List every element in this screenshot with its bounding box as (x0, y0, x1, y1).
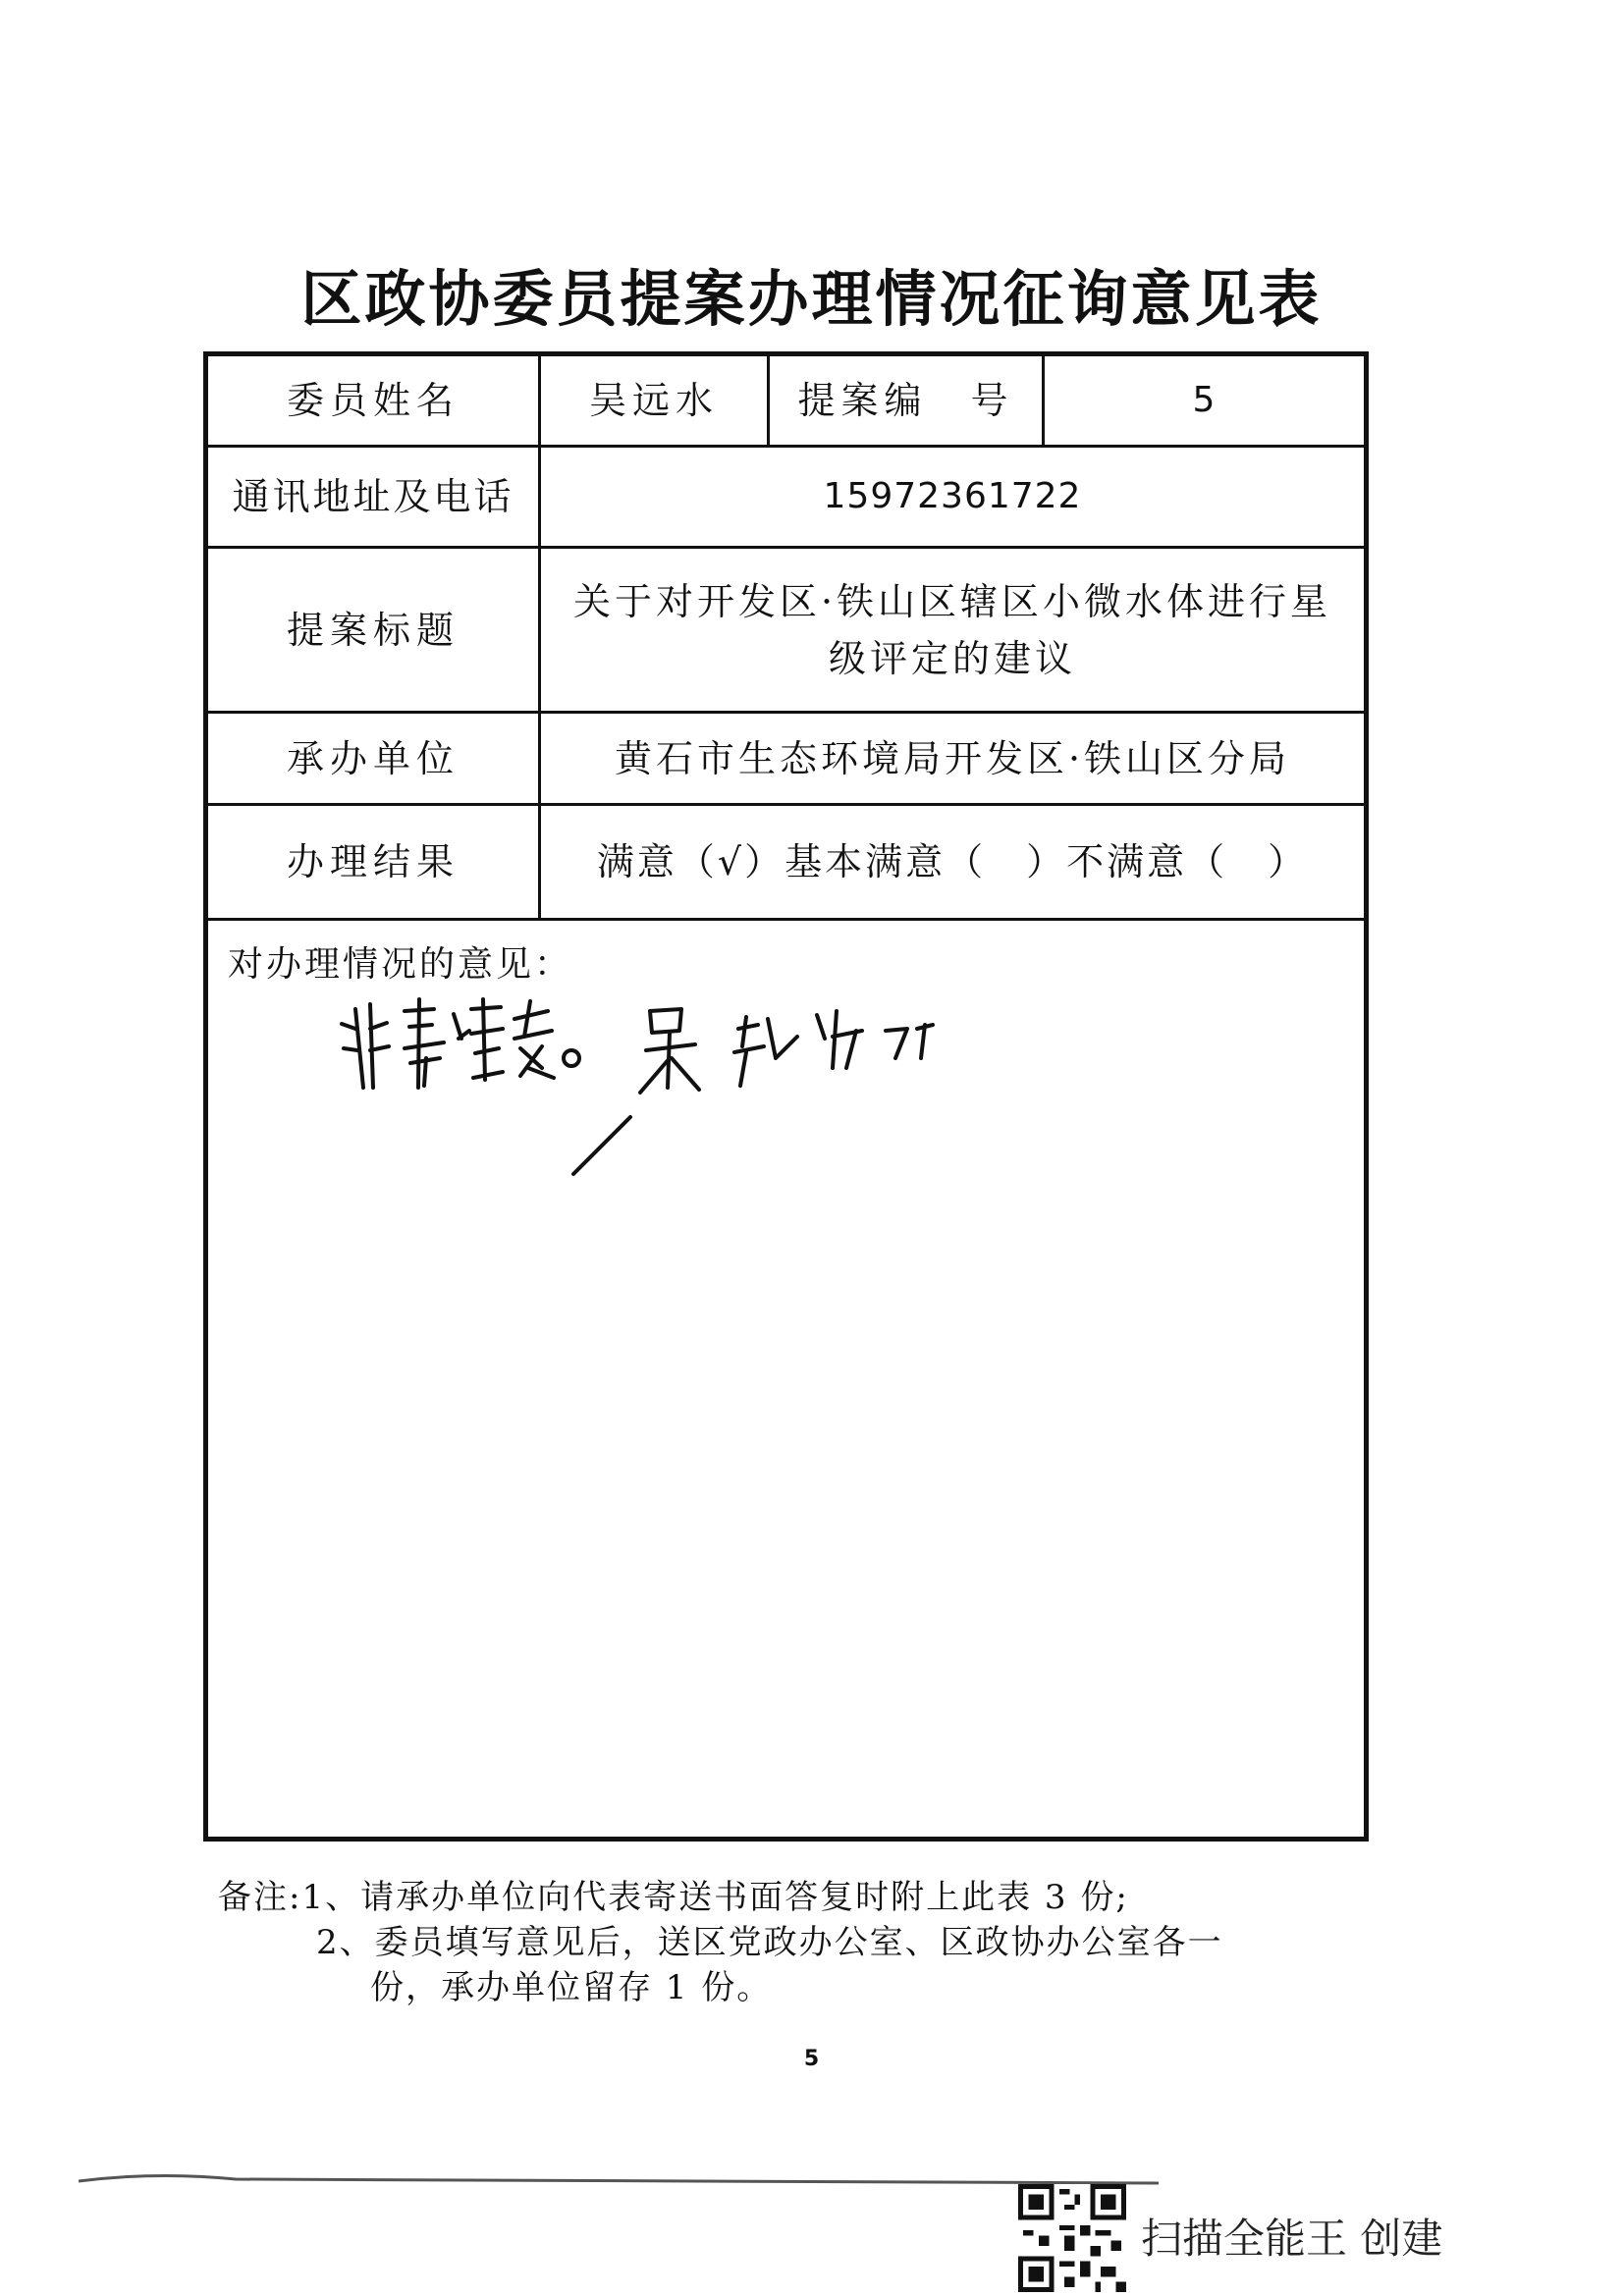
proposal-number-label: 提案编 号 (797, 379, 1014, 422)
result-basic-satisfied: 基本满意（ ） (784, 840, 1067, 883)
proposal-title-label: 提案标题 (286, 608, 460, 652)
scanner-watermark: 扫描全能王 创建 (1141, 2215, 1443, 2263)
result-unsatisfied: 不满意（ ） (1066, 840, 1309, 883)
result-satisfied-checked: 满意（√） (596, 840, 785, 883)
handwritten-opinion-signature (208, 921, 1364, 1215)
opinion-form (203, 351, 1369, 1842)
member-name-value: 吴远水 (588, 379, 719, 422)
proposal-title-line-1: 关于对开发区·铁山区辖区小微水体进行星 (572, 579, 1332, 623)
handling-unit-value: 黄石市生态环境局开发区·铁山区分局 (614, 736, 1291, 780)
note-line-1: 备注:1、请承办单位向代表寄送书面答复时附上此表 3 份; (218, 1878, 1129, 1917)
opinion-area (208, 921, 1364, 1837)
note-line-2: 2、委员填写意见后，送区党政办公室、区政协办公室各一 (316, 1923, 1223, 1962)
contact-value: 15972361722 (823, 476, 1082, 516)
scan-artifact-streak (79, 2169, 1159, 2189)
result-label: 办理结果 (286, 840, 460, 883)
note-line-3: 份，承办单位留存 1 份。 (370, 1968, 773, 2007)
proposal-number-value: 5 (1192, 380, 1217, 420)
proposal-title-value (541, 549, 1364, 711)
document-title: 区政协委员提案办理情况征询意见表 (300, 263, 1323, 335)
member-name-label: 委员姓名 (286, 379, 460, 422)
proposal-title-line-2: 级评定的建议 (828, 636, 1076, 680)
contact-label: 通讯地址及电话 (232, 475, 514, 518)
opinion-label: 对办理情况的意见： (228, 944, 573, 985)
result-options (541, 806, 1364, 918)
qr-code-icon (1018, 2184, 1126, 2292)
handling-unit-label: 承办单位 (286, 736, 460, 780)
notes (218, 1875, 1223, 2010)
page-number: 5 (803, 2047, 820, 2071)
